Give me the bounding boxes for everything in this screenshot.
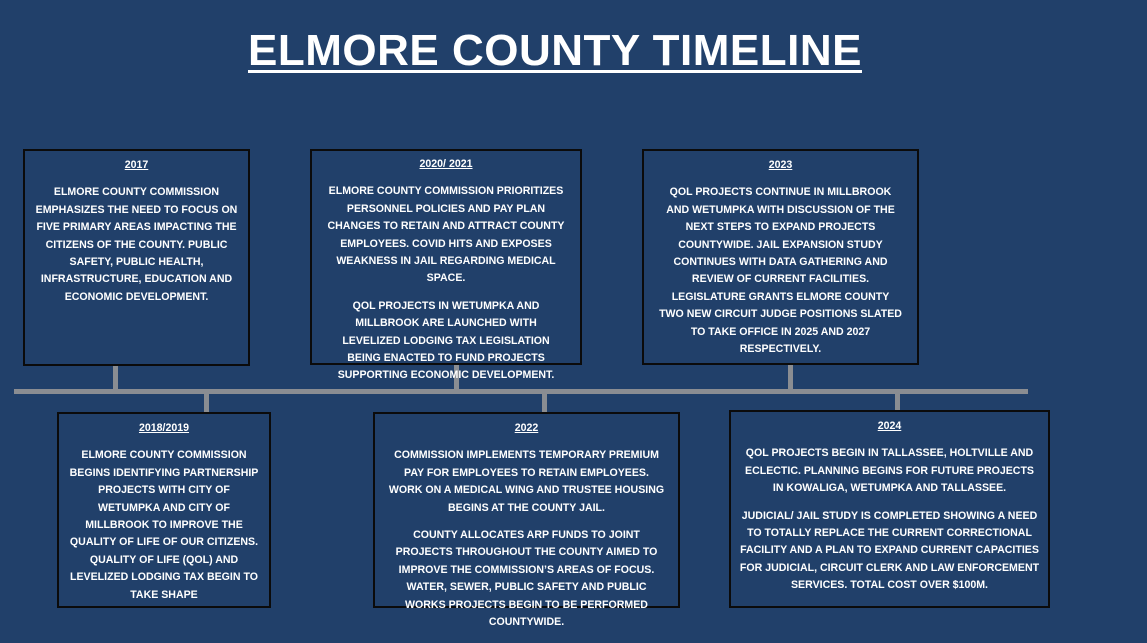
event-year: 2020/ 2021 xyxy=(419,158,473,170)
event-box-2022 xyxy=(373,412,680,629)
event-text: QOL PROJECTS BEGIN IN TALLASSEE, HOLTVILLE AND ECLECTIC. PLANNING BEGINS FOR FUTURE PROJECTS IN KOWALIGA, WETUMPKA AND TALLASSEE. xyxy=(745,447,1034,495)
event-text: JUDICIAL/ JAIL STUDY IS COMPLETED SHOWING A NEED TO TOTALLY REPLACE THE CURRENT CORRECTIONAL FACILITY AND A PLAN TO EXPAND CURRENT CAPACITIES FOR JUDICIAL, CIRCUIT CLERK AND LAW ENFORCEMENT SERVICES. TOTAL COST OVER $100M. xyxy=(739,509,1040,592)
event-year: 2023 xyxy=(768,159,793,171)
timeline-axis xyxy=(14,389,1028,394)
event-box-2024 xyxy=(729,410,1050,608)
connector-2018-2019 xyxy=(204,392,209,412)
event-text: ELMORE COUNTY COMMISSION EMPHASIZES THE NEED TO FOCUS ON FIVE PRIMARY AREAS IMPACTING THE CITIZENS OF THE COUNTY. PUBLIC SAFETY, PUBLIC HEALTH, INFRASTRUCTURE, EDUCATION AND ECONOMIC DEVELOPMENT. xyxy=(35,186,238,303)
page-title: ELMORE COUNTY TIMELINE xyxy=(248,26,862,75)
connector-2023 xyxy=(788,365,793,391)
event-text: QOL PROJECTS CONTINUE IN MILLBROOK AND WETUMPKA WITH DISCUSSION OF THE NEXT STEPS TO EXPAND PROJECTS COUNTYWIDE. JAIL EXPANSION STUDY CONTINUES WITH DATA GATHERING AND REVIEW OF CURRENT FACILITIES. LEGISLATURE GRANTS ELMORE COUNTY TWO NEW CIRCUIT JUDGE POSITIONS SLATED TO TAKE OFFICE IN 2025 AND 2027 RESPECTIVELY. xyxy=(659,186,902,356)
event-text: ELMORE COUNTY COMMISSION PRIORITIZES PERSONNEL POLICIES AND PAY PLAN CHANGES TO RETAIN AND ATTRACT COUNTY EMPLOYEES. COVID HITS AND EXPOSES WEAKNESS IN JAIL REGARDING MEDICAL SPACE. xyxy=(327,185,565,285)
event-text: ELMORE COUNTY COMMISSION BEGINS IDENTIFYING PARTNERSHIP PROJECTS WITH CITY OF WETUMPKA AND CITY OF MILLBROOK TO IMPROVE THE QUALITY OF LIFE OF OUR CITIZENS. QUALITY OF LIFE (QOL) AND LEVELIZED LODGING TAX BEGIN TO TAKE SHAPE xyxy=(69,449,259,601)
event-text: COMMISSION IMPLEMENTS TEMPORARY PREMIUM PAY FOR EMPLOYEES TO RETAIN EMPLOYEES. WORK ON A MEDICAL WING AND TRUSTEE HOUSING BEGINS AT THE COUNTY JAIL. xyxy=(388,449,665,514)
connector-2017 xyxy=(113,365,118,391)
connector-2022 xyxy=(542,392,547,412)
event-text: QOL PROJECTS IN WETUMPKA AND MILLBROOK ARE LAUNCHED WITH LEVELIZED LODGING TAX LEGISLATION BEING ENACTED TO FUND PROJECTS SUPPORTING ECONOMIC DEVELOPMENT. xyxy=(337,299,555,382)
event-year: 2024 xyxy=(877,420,902,432)
event-year: 2017 xyxy=(124,159,149,171)
event-year: 2018/2019 xyxy=(138,422,190,434)
event-year: 2022 xyxy=(514,422,539,434)
event-box-2023 xyxy=(642,149,919,365)
event-text: COUNTY ALLOCATES ARP FUNDS TO JOINT PROJECTS THROUGHOUT THE COUNTY AIMED TO IMPROVE THE COMMISSION’S AREAS OF FOCUS. WATER, SEWER, PUBLIC SAFETY AND PUBLIC WORKS PROJECTS BEGIN TO BE PERFORMED COUNTYWIDE. xyxy=(395,529,658,629)
event-box-2018-2019 xyxy=(57,412,271,608)
event-box-2017 xyxy=(23,149,250,366)
connector-2024 xyxy=(895,392,900,410)
event-box-2020-2021 xyxy=(310,149,582,382)
